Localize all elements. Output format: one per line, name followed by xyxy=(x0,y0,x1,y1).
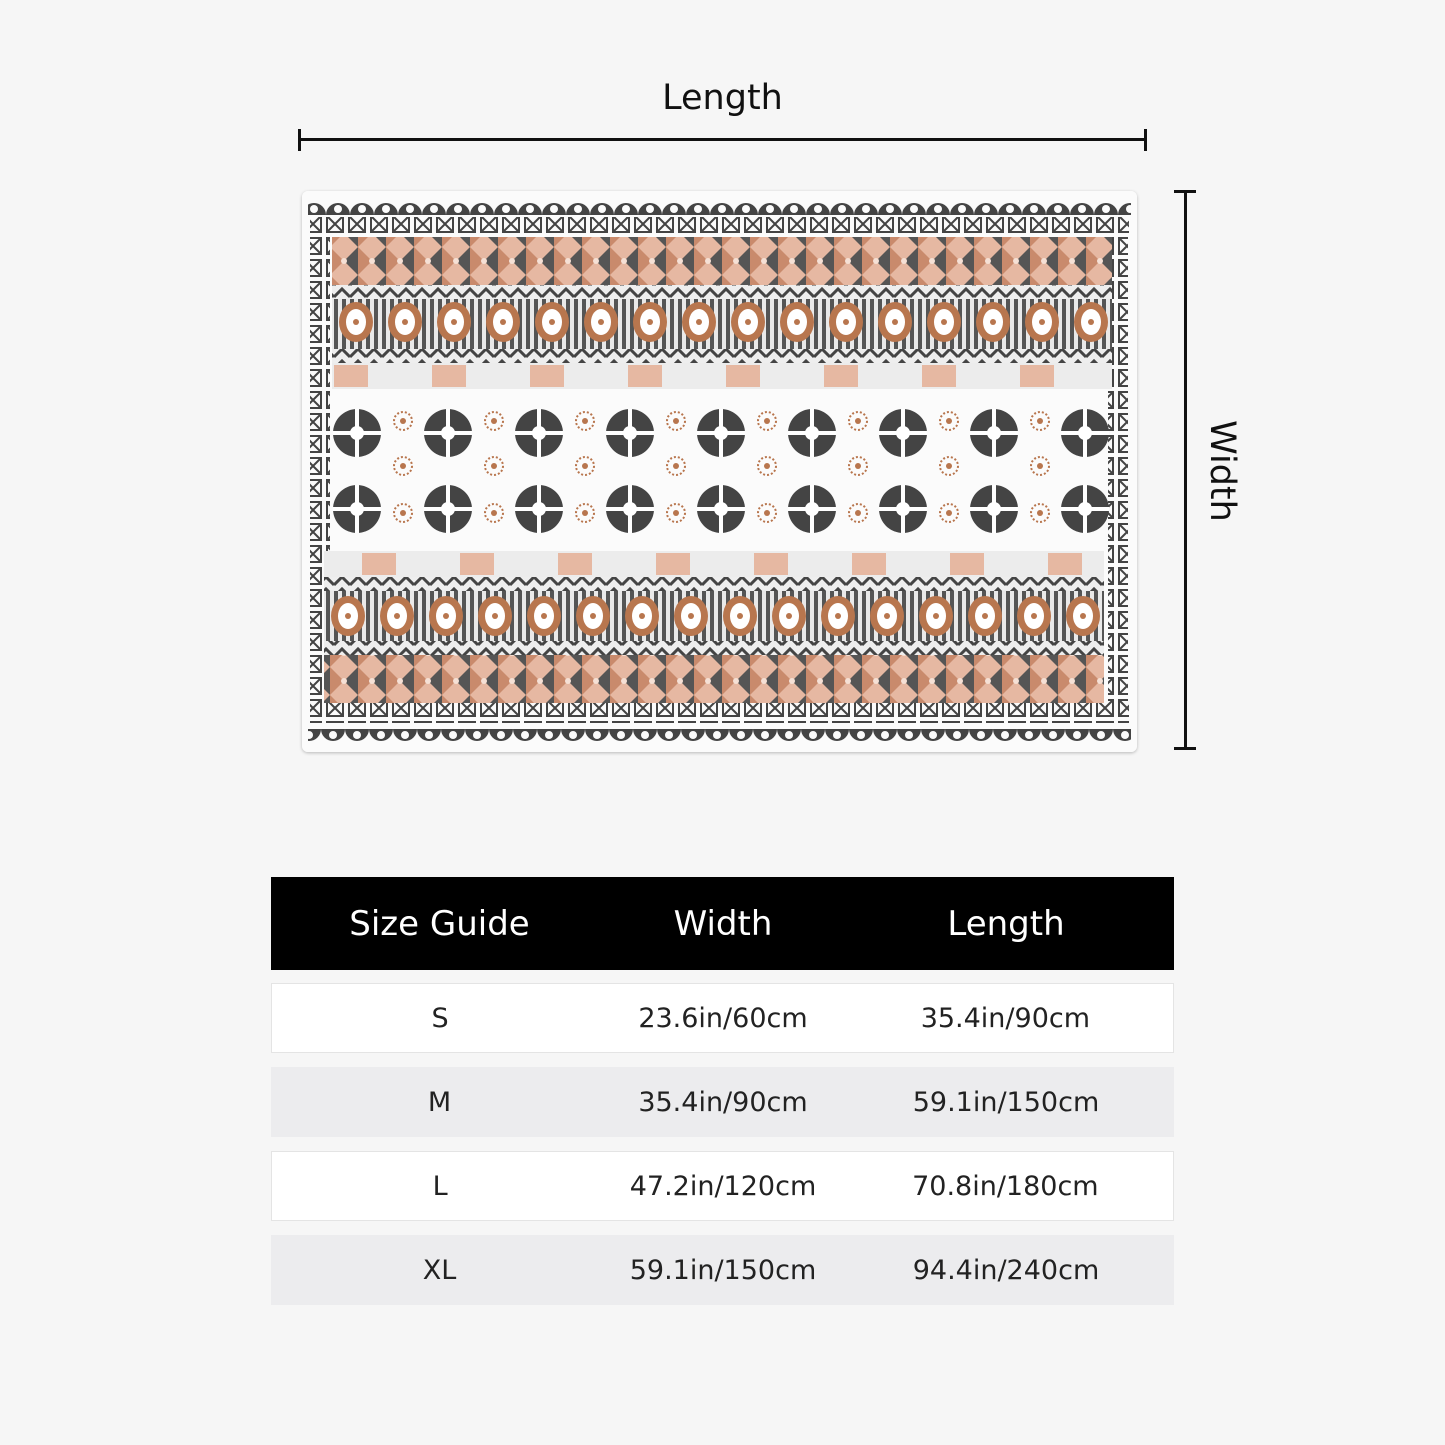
rug-rosette-center xyxy=(532,502,546,516)
rug-peach-block xyxy=(362,553,396,575)
rug-medallion-dot xyxy=(402,319,408,325)
rug-rosette-center xyxy=(896,502,910,516)
rug-sun-center xyxy=(946,463,952,469)
rug-peach-block xyxy=(558,553,592,575)
rug-sun-center xyxy=(764,463,770,469)
rug-medallion-dot xyxy=(835,613,841,619)
rug-medallion-dot xyxy=(492,613,498,619)
width-cell: 35.4in/90cm xyxy=(638,1086,808,1118)
rug-medallion-dot xyxy=(884,613,890,619)
rug-sun-center xyxy=(855,418,861,424)
width-cell: 59.1in/150cm xyxy=(629,1254,817,1286)
rug-medallion-dot xyxy=(541,613,547,619)
rug-medallion-dot xyxy=(598,319,604,325)
rug-peach-block xyxy=(726,365,760,387)
rug-rosette-center xyxy=(350,426,364,440)
table-row xyxy=(271,983,1174,1053)
rug-peach-block xyxy=(334,365,368,387)
rug-sun-center xyxy=(1037,418,1043,424)
rug-medallion-dot xyxy=(982,613,988,619)
rug-rosette-center xyxy=(714,502,728,516)
rug-medallion-dot xyxy=(892,319,898,325)
rug-medallion-dot xyxy=(500,319,506,325)
rug-medallion-dot xyxy=(1031,613,1037,619)
rug-medallion-dot xyxy=(843,319,849,325)
table-row xyxy=(271,1151,1174,1221)
rug-medallion-dot xyxy=(590,613,596,619)
width-cell: 47.2in/120cm xyxy=(629,1170,817,1202)
rug-sun-center xyxy=(400,510,406,516)
rug-medallion-dot xyxy=(1088,319,1094,325)
header-size-guide: Size Guide xyxy=(349,903,530,944)
table-row xyxy=(271,1235,1174,1305)
rug-sun-center xyxy=(946,510,952,516)
rug-medallion-dot xyxy=(688,613,694,619)
rug-medallion-dot xyxy=(941,319,947,325)
rug-medallion-dot xyxy=(394,613,400,619)
rug-peach-block xyxy=(1020,365,1054,387)
rug-peach-block xyxy=(754,553,788,575)
rug-medallion-dot xyxy=(639,613,645,619)
width-dimension-line xyxy=(1184,191,1187,749)
rug-rosette-center xyxy=(623,426,637,440)
rug-medallion-dot xyxy=(353,319,359,325)
rug-peach-block xyxy=(824,365,858,387)
rug-medallion-dot xyxy=(786,613,792,619)
rug-upper-zigzag-band xyxy=(332,285,1112,299)
rug-rosette-center xyxy=(441,502,455,516)
length-dimension-tick-right xyxy=(1144,129,1147,151)
rug-top-cross-band xyxy=(310,217,1129,237)
rug-sun-center xyxy=(582,418,588,424)
rug-sun-center xyxy=(855,463,861,469)
length-cell: 59.1in/150cm xyxy=(912,1086,1100,1118)
rug-upper-zigzag-band-2 xyxy=(332,349,1112,363)
rug-lower-accent-band xyxy=(324,551,1104,577)
length-dimension-tick-left xyxy=(298,129,301,151)
rug-medallion-dot xyxy=(345,613,351,619)
rug-medallion-dot xyxy=(443,613,449,619)
rug-top-border xyxy=(308,195,1131,219)
rug-medallion-dot xyxy=(745,319,751,325)
rug-sun-center xyxy=(400,463,406,469)
size-guide-table xyxy=(271,877,1174,1286)
rug-product-image xyxy=(302,191,1137,752)
rug-peach-block xyxy=(432,365,466,387)
rug-medallion-dot xyxy=(451,319,457,325)
rug-pattern xyxy=(302,191,1137,752)
rug-rosette-center xyxy=(987,426,1001,440)
rug-lower-zigzag-band xyxy=(324,577,1104,591)
rug-sun-center xyxy=(491,418,497,424)
rug-peach-block xyxy=(950,553,984,575)
width-dimension-label: Width xyxy=(1202,420,1242,522)
rug-sun-center xyxy=(673,418,679,424)
length-cell: 94.4in/240cm xyxy=(912,1254,1100,1286)
rug-rosette-center xyxy=(714,426,728,440)
rug-rosette-center xyxy=(896,426,910,440)
table-row xyxy=(271,1067,1174,1137)
width-dimension-tick-top xyxy=(1174,190,1196,193)
rug-sun-center xyxy=(582,463,588,469)
rug-peach-block xyxy=(1048,553,1082,575)
rug-peach-block xyxy=(628,365,662,387)
rug-sun-center xyxy=(1037,510,1043,516)
rug-medallion-dot xyxy=(549,319,555,325)
rug-rosette-center xyxy=(987,502,1001,516)
rug-rosette-center xyxy=(532,426,546,440)
rug-medallion-dot xyxy=(990,319,996,325)
rug-peach-block xyxy=(852,553,886,575)
rug-medallion-dot xyxy=(1080,613,1086,619)
rug-peach-block xyxy=(656,553,690,575)
rug-rosette-center xyxy=(1078,426,1092,440)
rug-upper-peach-band xyxy=(332,237,1112,285)
rug-sun-center xyxy=(946,418,952,424)
length-cell: 70.8in/180cm xyxy=(912,1170,1099,1202)
rug-rosette-center xyxy=(623,502,637,516)
width-dimension-tick-bottom xyxy=(1174,747,1196,750)
rug-lower-peach-band xyxy=(324,655,1104,703)
rug-rosette-center xyxy=(1078,502,1092,516)
rug-medallion-dot xyxy=(696,319,702,325)
rug-medallion-dot xyxy=(933,613,939,619)
size-cell: XL xyxy=(422,1254,457,1286)
rug-sun-center xyxy=(673,463,679,469)
rug-bottom-cross-band xyxy=(310,703,1129,723)
rug-sun-center xyxy=(491,510,497,516)
size-guide-header-row xyxy=(271,877,1174,970)
rug-medallion-dot xyxy=(1039,319,1045,325)
header-length: Length xyxy=(947,903,1065,944)
size-cell: L xyxy=(432,1170,448,1202)
length-cell: 35.4in/90cm xyxy=(920,1002,1091,1034)
width-cell: 23.6in/60cm xyxy=(638,1002,808,1034)
header-width: Width xyxy=(673,903,773,944)
rug-medallion-dot xyxy=(737,613,743,619)
rug-rosette-center xyxy=(441,426,455,440)
size-cell: S xyxy=(431,1002,449,1034)
rug-sun-center xyxy=(582,510,588,516)
rug-sun-center xyxy=(491,463,497,469)
length-dimension-label: Length xyxy=(662,78,783,118)
rug-sun-center xyxy=(855,510,861,516)
rug-rosette-center xyxy=(805,502,819,516)
rug-bottom-border xyxy=(308,724,1131,748)
rug-sun-center xyxy=(764,418,770,424)
rug-lower-zigzag-band-2 xyxy=(324,641,1104,655)
rug-sun-center xyxy=(673,510,679,516)
rug-sun-center xyxy=(400,418,406,424)
rug-peach-block xyxy=(460,553,494,575)
rug-sun-center xyxy=(1037,463,1043,469)
rug-rosette-center xyxy=(350,502,364,516)
rug-peach-block xyxy=(530,365,564,387)
rug-medallion-dot xyxy=(794,319,800,325)
rug-peach-block xyxy=(922,365,956,387)
rug-sun-center xyxy=(764,510,770,516)
rug-medallion-dot xyxy=(647,319,653,325)
length-dimension-line xyxy=(299,138,1146,141)
rug-rosette-center xyxy=(805,426,819,440)
size-cell: M xyxy=(427,1086,452,1118)
